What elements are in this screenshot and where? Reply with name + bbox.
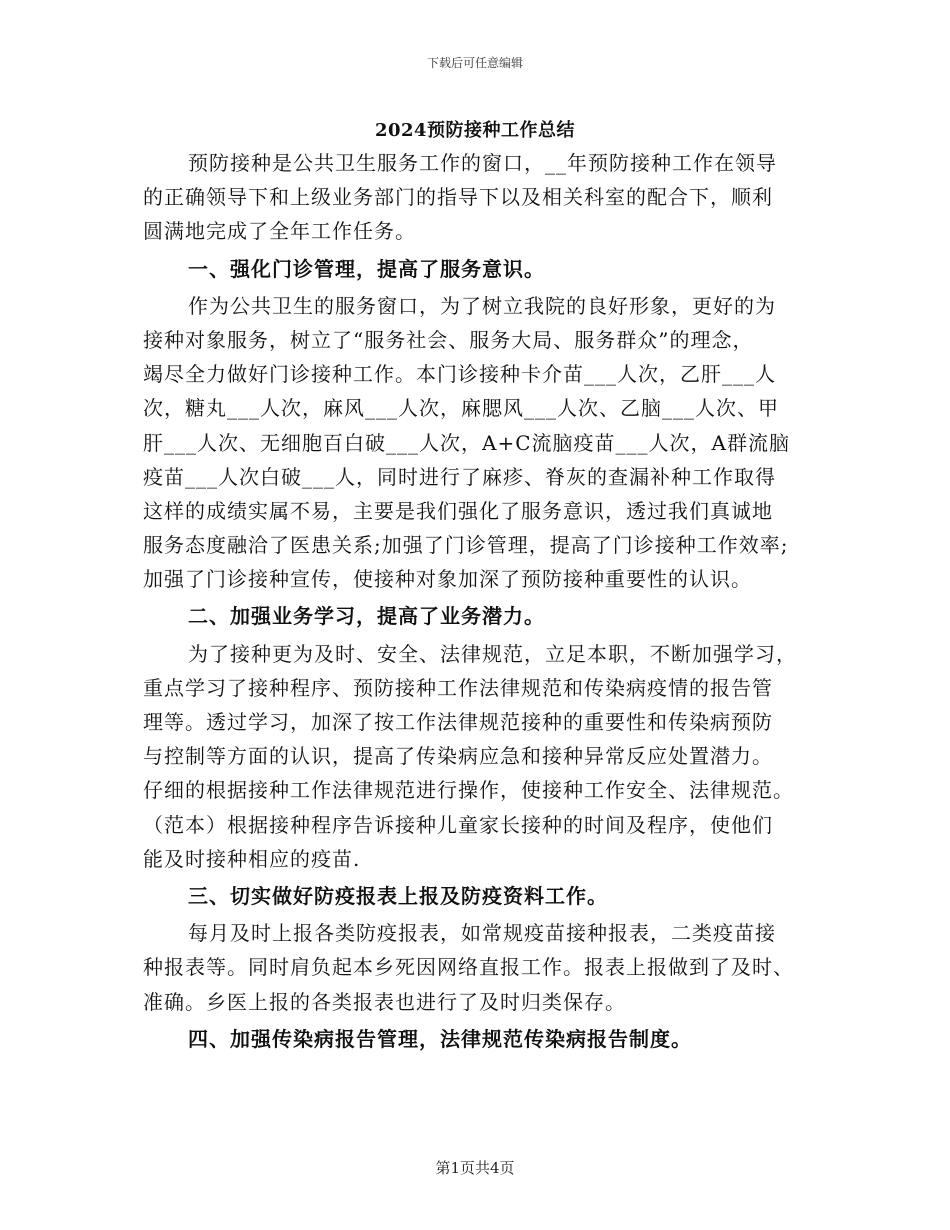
section-heading-1: 一、强化门诊管理，提高了服务意识。: [188, 256, 545, 281]
text-line: 仔细的根据接种工作法律规范进行操作，使接种工作安全、法律规范。: [143, 778, 794, 803]
text-line: 疫苗___人次白破___人，同时进行了麻疹、脊灰的查漏补种工作取得: [143, 464, 776, 489]
text-line: 这样的成绩实属不易，主要是我们强化了服务意识，透过我们真诚地: [143, 498, 773, 523]
text-line: 的正确领导下和上级业务部门的指导下以及相关科室的配合下，顺利: [143, 185, 773, 210]
section-heading-2: 二、加强业务学习，提高了业务潜力。: [188, 604, 545, 629]
text-line: 理等。透过学习，加深了按工作法律规范接种的重要性和传染病预防: [143, 710, 773, 734]
text-line: 接种对象服务，树立了“服务社会、服务大局、服务群众”的理念，: [143, 327, 754, 352]
paragraph-intro: [143, 146, 823, 249]
page-number: 第1页共4页: [435, 1159, 515, 1177]
paragraph-section-3: [143, 916, 823, 1019]
text-line: 肝___人次、无细胞百白破___人次，A+C流脑疫苗___人次，A群流脑: [143, 430, 790, 455]
paragraph-section-2: [143, 637, 823, 876]
text-line: 重点学习了接种程序、预防接种工作法律规范和传染病疫情的报告管: [143, 675, 773, 700]
text-line: 预防接种是公共卫生服务工作的窗口，__年预防接种工作在领导: [188, 151, 777, 175]
text-line: 圆满地完成了全年工作任务。: [143, 219, 416, 244]
text-line: 每月及时上报各类防疫报表，如常规疫苗接种报表，二类疫苗接: [188, 921, 776, 946]
text-line: 次，糖丸___人次，麻风___人次，麻腮风___人次、乙脑___人次、甲: [143, 396, 779, 421]
text-line: 作为公共卫生的服务窗口，为了树立我院的良好形象，更好的为: [188, 293, 776, 318]
text-line: 与控制等方面的认识，提高了传染病应急和接种异常反应处置潜力。: [143, 744, 773, 769]
paragraph-section-1: [143, 289, 823, 597]
text-line: 种报表等。同时肩负起本乡死因网络直报工作。报表上报做到了及时、: [143, 955, 794, 980]
text-line: 准确。乡医上报的各类报表也进行了及时归类保存。: [143, 989, 626, 1014]
text-line: 能及时接种相应的疫苗.: [143, 846, 361, 871]
document-body: [143, 146, 823, 1059]
section-heading-3: 三、切实做好防疫报表上报及防疫资料工作。: [188, 883, 608, 908]
section-heading-4: 四、加强传染病报告管理，法律规范传染病报告制度。: [188, 1026, 692, 1051]
text-line: 为了接种更为及时、安全、法律规范，立足本职，不断加强学习，: [188, 641, 797, 666]
document-title: 2024预防接种工作总结: [374, 120, 576, 141]
text-line: （范本）根据接种程序告诉接种儿童家长接种的时间及程序，使他们: [143, 812, 773, 837]
page-header-note: 下载后可任意编辑: [426, 56, 523, 70]
text-line: 服务态度融洽了医患关系;加强了门诊管理，提高了门诊接种工作效率;: [143, 533, 789, 558]
text-line: 竭尽全力做好门诊接种工作。本门诊接种卡介苗___人次，乙肝___人: [143, 362, 776, 387]
text-line: 加强了门诊接种宣传，使接种对象加深了预防接种重要性的认识。: [143, 567, 752, 592]
